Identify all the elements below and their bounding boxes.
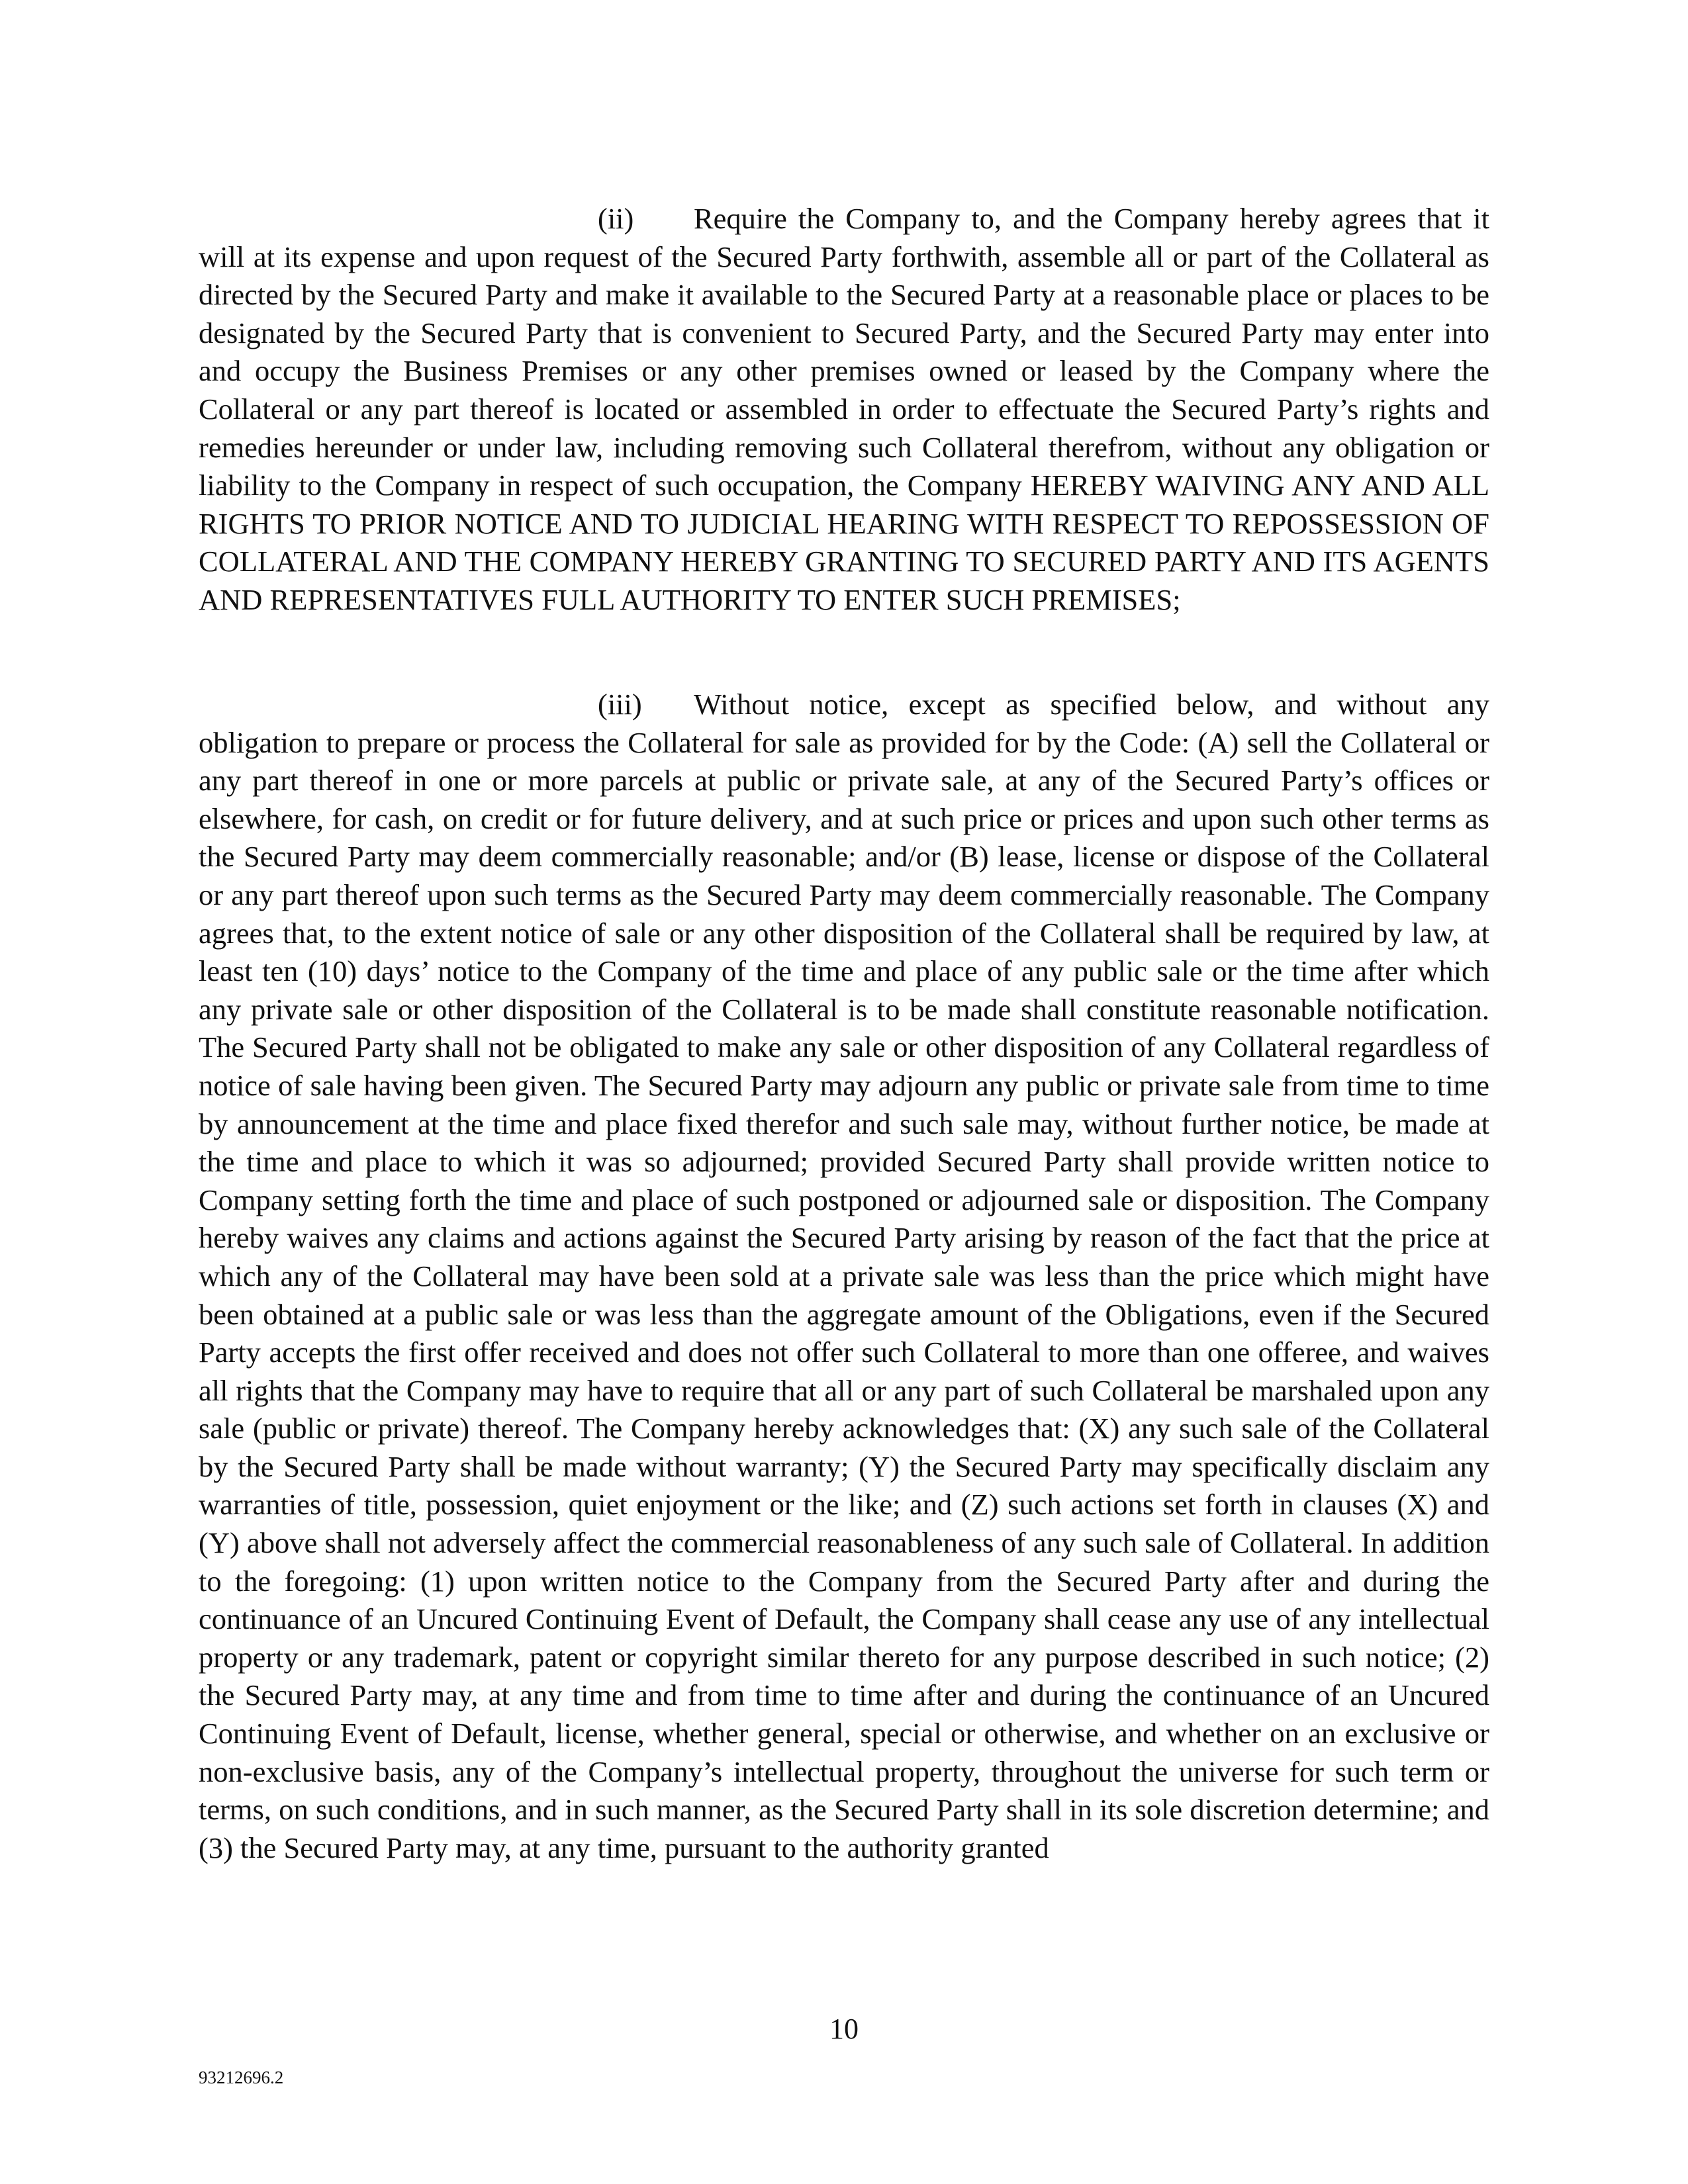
paragraph-indent: [199, 200, 694, 238]
paragraph-number: (ii): [598, 202, 634, 235]
paragraph-number: (iii): [598, 688, 642, 721]
page-number: 10: [829, 2013, 859, 2045]
paragraph-text: Without notice, except as specified below, and without any obligation to prepare or process the Collateral for sale as provided for by the Code: (A) sell the Collateral or any part thereof in one or more parcels at public or private sale, at any of the Secured Party’s offices or elsewhere, for cash, on credit or for future delivery, and at such price or prices and upon such other terms as the Secured Party may deem commercially reasonable; and/or (B) lease, license or dispose of the Collateral or any part thereof upon such terms as the Secured Party may deem commercially reasonable. The Company agrees that, to the extent notice of sale or any other disposition of the Collateral shall be required by law, at least ten (10) days’ notice to the Company of the time and place of any public sale or the time after which any private sale or other disposition of the Collateral is to be made shall constitute reasonable notification. The Secured Party shall not be obligated to make any sale or other disposition of any Collateral regardless of notice of sale having been given. The Secured Party may adjourn any public or private sale from time to time by announcement at the time and place fixed therefor and such sale may, without further notice, be made at the time and place to which it was so adjourned; provided Secured Party shall provide written notice to Company setting forth the time and place of such postponed or adjourned sale or disposition. The Company hereby waives any claims and actions against the Secured Party arising by reason of the fact that the price at which any of the Collateral may have been sold at a private sale was less than the price which might have been obtained at a public sale or was less than the aggregate amount of the Obligations, even if the Secured Party accepts the first offer received and does not offer such Collateral to more than one offeree, and waives all rights that the Company may have to require that all or any part of such Collateral be marshaled upon any sale (public or private) thereof. The Company hereby acknowledges that: (X) any such sale of the Collateral by the Secured Party shall be made without warranty; (Y) the Secured Party may specifically disclaim any warranties of title, possession, quiet enjoyment or the like; and (Z) such actions set forth in clauses (X) and (Y) above shall not adversely affect the commercial reasonableness of any such sale of Collateral. In addition to the foregoing: (1) upon written notice to the Company from the Secured Party after and during the continuance of an Uncured Continuing Event of Default, the Company shall cease any use of any intellectual property or any trademark, patent or copyright similar thereto for any purpose described in such notice; (2) the Secured Party may, at any time and from time to time after and during the continuance of an Uncured Continuing Event of Default, license, whether general, special or otherwise, and whether on an exclusive or non-exclusive basis, any of the Company’s intellectual property, throughout the universe for such term or terms, on such conditions, and in such manner, as the Secured Party shall in its sole discretion determine; and (3) the Secured Party may, at any time, pursuant to the authority granted: [199, 688, 1489, 1864]
paragraph-iii: [199, 686, 1489, 1867]
paragraph-ii: [199, 200, 1489, 619]
paragraph-text: Require the Company to, and the Company hereby agrees that it will at its expense and upon request of the Secured Party forthwith, assemble all or part of the Collateral as directed by the Secured Party and make it available to the Secured Party at a reasonable place or places to be designated by the Secured Party that is convenient to Secured Party, and the Secured Party may enter into and occupy the Business Premises or any other premises owned or leased by the Company where the Collateral or any part thereof is located or assembled in order to effectuate the Secured Party’s rights and remedies hereunder or under law, including removing such Collateral therefrom, without any obligation or liability to the Company in respect of such occupation, the Company HEREBY WAIVING ANY AND ALL RIGHTS TO PRIOR NOTICE AND TO JUDICIAL HEARING WITH RESPECT TO REPOSSESSION OF COLLATERAL AND THE COMPANY HEREBY GRANTING TO SECURED PARTY AND ITS AGENTS AND REPRESENTATIVES FULL AUTHORITY TO ENTER SUCH PREMISES;: [199, 202, 1489, 616]
paragraph-indent: [199, 686, 694, 724]
document-id: 93212696.2: [199, 2068, 284, 2087]
